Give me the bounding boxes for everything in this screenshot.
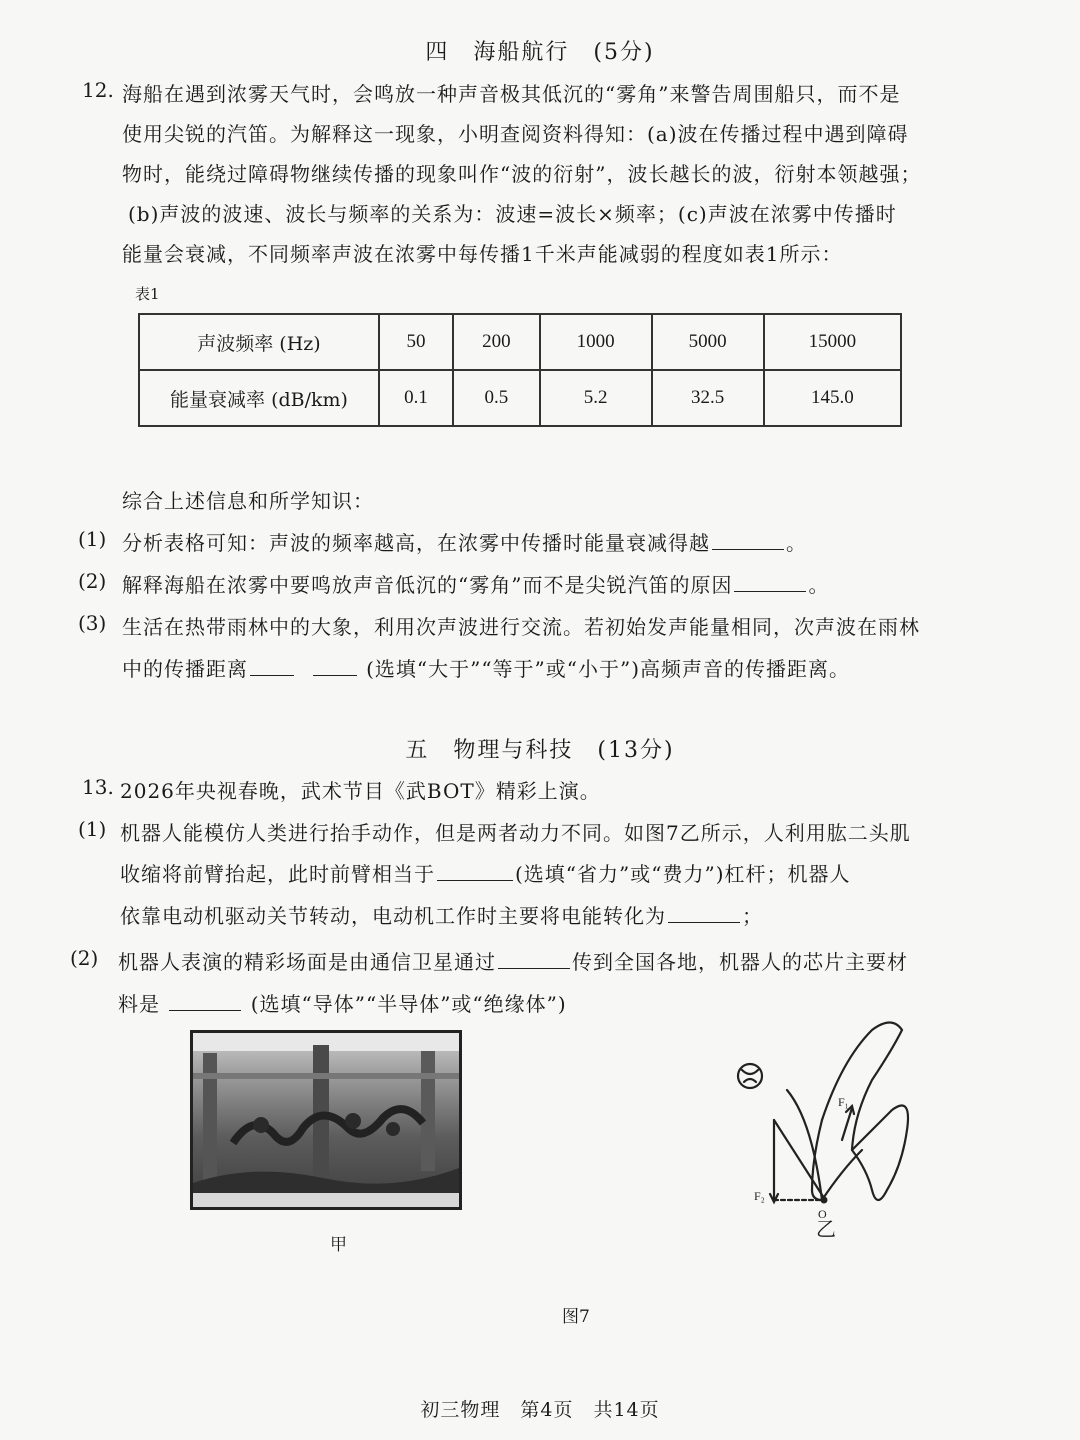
table-row	[139, 370, 901, 426]
table-cell: 0.1	[379, 370, 453, 426]
answer-blank[interactable]	[498, 967, 570, 969]
q13-line: 2026年央视春晚，武术节目《武BOT》精彩上演。	[120, 779, 601, 803]
q13-sub2-text-d: (选填“导体”“半导体”或“绝缘体”)	[250, 992, 567, 1016]
q12-sub1-number: (1)	[78, 527, 107, 551]
q13-sub2-number: (2)	[70, 946, 99, 970]
q12-sub3-text-a: 中的传播距离	[122, 657, 248, 681]
answer-blank[interactable]	[668, 921, 740, 923]
q13-sub2-text-b: 传到全国各地，机器人的芯片主要材	[572, 950, 908, 974]
q12-sub3-text-b: (选填“大于”“等于”或“小于”)高频声音的传播距离。	[366, 657, 851, 681]
table-caption: 表1	[135, 285, 160, 303]
q12-sub2-line	[122, 569, 829, 598]
q13-sub1-line-1: 机器人能模仿人类进行抬手动作，但是两者动力不同。如图7乙所示，人利用肱二头肌	[120, 821, 911, 845]
q13-sub2-line-2	[118, 988, 567, 1017]
arm-lever-sketch	[712, 1010, 932, 1240]
answer-blank[interactable]	[169, 1009, 241, 1011]
section-five-title: 五 物理与科技 (13分)	[405, 738, 675, 763]
q12-sub2-end: 。	[808, 573, 830, 597]
q12-line-3: 物时，能绕过障碍物继续传播的现象叫作“波的衍射”，波长越长的波，衍射本领越强；	[122, 162, 922, 186]
table-cell: 0.5	[453, 370, 540, 426]
q13-sub1-text-c: 依靠电动机驱动关节转动，电动机工作时主要将电能转化为	[120, 904, 666, 928]
table-cell: 32.5	[652, 370, 764, 426]
table-cell: 5000	[652, 314, 764, 370]
q13-sub1-line-2	[120, 858, 851, 887]
photo-scene	[193, 1033, 459, 1207]
table-cell: 200	[453, 314, 540, 370]
answer-blank[interactable]	[250, 674, 294, 676]
q13-sub2-text-a: 机器人表演的精彩场面是由通信卫星通过	[118, 950, 496, 974]
table-cell: 5.2	[540, 370, 652, 426]
answer-blank[interactable]	[712, 548, 784, 550]
question-12-number: 12.	[82, 78, 114, 102]
q13-sub1-text-a: 收缩将前臂抬起，此时前臂相当于	[120, 862, 435, 886]
q13-sub1-text-b: (选填“省力”或“费力”)杠杆；机器人	[515, 862, 851, 886]
answer-blank[interactable]	[437, 879, 513, 881]
q12-sub2-text: 解释海船在浓雾中要鸣放声音低沉的“雾角”而不是尖锐汽笛的原因	[122, 573, 733, 597]
table-cell: 1000	[540, 314, 652, 370]
force-f2-label: F₂	[754, 1189, 765, 1203]
q12-sub3-line-2	[122, 653, 850, 682]
answer-blank[interactable]	[734, 590, 806, 592]
figure-yi-label: 乙	[816, 1217, 836, 1240]
q12-line-5: 能量会衰减，不同频率声波在浓雾中每传播1千米声能减弱的程度如表1所示：	[122, 242, 843, 266]
question-13-number: 13.	[82, 775, 114, 799]
answer-blank[interactable]	[313, 674, 357, 676]
q12-sub3-number: (3)	[78, 611, 107, 635]
figure-jia-label: 甲	[330, 1235, 347, 1255]
q12-sub3-line-1: 生活在热带雨林中的大象，利用次声波进行交流。若初始发声能量相同，次声波在雨林	[122, 615, 920, 639]
section-four-title: 四 海船航行 (5分)	[425, 40, 655, 65]
attenuation-table	[138, 313, 902, 427]
table-cell: 15000	[764, 314, 901, 370]
table-row	[139, 314, 901, 370]
q13-sub1-line-3	[120, 900, 763, 929]
q12-intro: 综合上述信息和所学知识：	[122, 489, 374, 513]
q12-sub2-number: (2)	[78, 569, 107, 593]
fulcrum-o-label: O	[818, 1207, 827, 1221]
q12-line-4: (b)声波的波速、波长与频率的关系为：波速=波长×频率；(c)声波在浓雾中传播时	[128, 202, 897, 226]
q12-line-1: 海船在遇到浓雾天气时，会鸣放一种声音极其低沉的“雾角”来警告周围船只，而不是	[122, 82, 901, 106]
q12-sub1-end: 。	[786, 531, 807, 555]
q12-sub1-line	[122, 527, 807, 556]
q13-sub2-line-1	[118, 946, 908, 975]
robot-performance-photo	[190, 1030, 462, 1210]
q13-sub1-text-d: ；	[742, 904, 763, 928]
force-f1-label: F₁	[838, 1095, 849, 1109]
q13-sub1-number: (1)	[78, 817, 107, 841]
page-footer: 初三物理 第4页 共14页	[420, 1399, 660, 1421]
q12-line-2: 使用尖锐的汽笛。为解释这一现象，小明查阅资料得知：(a)波在传播过程中遇到障碍	[122, 122, 909, 146]
table-cell: 145.0	[764, 370, 901, 426]
q12-sub1-text: 分析表格可知：声波的频率越高，在浓雾中传播时能量衰减得越	[122, 531, 710, 555]
q13-sub2-text-c: 料是	[118, 992, 160, 1016]
figure-caption: 图7	[562, 1307, 590, 1327]
frequency-header: 声波频率 (Hz)	[139, 314, 379, 370]
table-cell: 50	[379, 314, 453, 370]
attenuation-header: 能量衰减率 (dB/km)	[139, 370, 379, 426]
